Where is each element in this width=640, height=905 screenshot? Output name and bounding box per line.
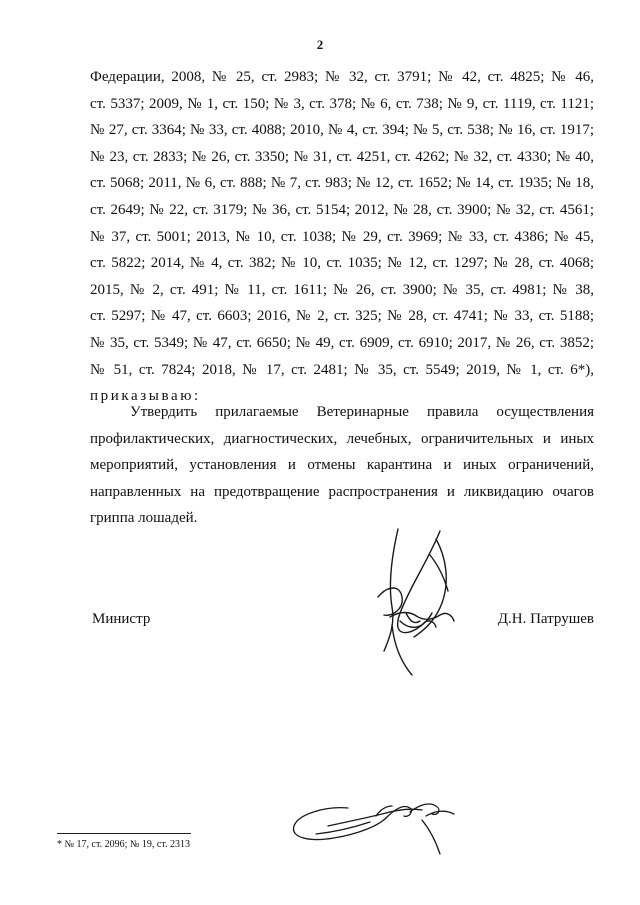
body-line: 2015, № 2, ст. 491; № 11, ст. 1611; № 26, ст. 3900; № 35, ст. 4981; № 38, bbox=[90, 281, 594, 298]
body-line: ст. 5297; № 47, ст. 6603; 2016, № 2, ст. 325; № 28, ст. 4741; № 33, ст. 5188; bbox=[90, 308, 594, 325]
body-line: № 37, ст. 5001; 2013, № 10, ст. 1038; № 29, ст. 3969; № 33, ст. 4386; № 45, bbox=[90, 228, 594, 245]
minister-signature bbox=[370, 525, 480, 680]
decree-line: мероприятий, установления и отмены карантина и иных ограничений, bbox=[90, 457, 594, 474]
body-line: ст. 2649; № 22, ст. 3179; № 36, ст. 5154; 2012, № 28, ст. 3900; № 32, ст. 4561; bbox=[90, 201, 594, 218]
body-line: Федерации, 2008, № 25, ст. 2983; № 32, ст. 3791; № 42, ст. 4825; № 46, bbox=[90, 69, 594, 85]
body-line: № 35, ст. 5349; № 47, ст. 6650; № 49, ст. 6909, ст. 6910; 2017, № 26, ст. 3852; bbox=[90, 334, 594, 351]
signatory-name: Д.Н. Патрушев bbox=[497, 611, 594, 627]
body-line: № 27, ст. 3364; № 33, ст. 4088; 2010, № 4, ст. 394; № 5, ст. 538; № 16, ст. 1917; bbox=[90, 122, 594, 139]
decree-line: профилактических, диагностических, лечебных, ограничительных и иных bbox=[90, 430, 594, 447]
footnote-divider bbox=[57, 833, 191, 834]
signatory-title: Министр bbox=[92, 611, 151, 627]
order-word: приказываю: bbox=[90, 388, 201, 405]
approval-signature bbox=[286, 792, 466, 860]
body-line: ст. 5822; 2014, № 4, ст. 382; № 10, ст. 1035; № 12, ст. 1297; № 28, ст. 4068; bbox=[90, 255, 594, 272]
body-line: ст. 5068; 2011, № 6, ст. 888; № 7, ст. 983; № 12, ст. 1652; № 14, ст. 1935; № 18, bbox=[90, 175, 594, 192]
decree-line: направленных на предотвращение распространения и ликвидацию очагов bbox=[90, 483, 594, 500]
page-number: 2 bbox=[316, 37, 324, 52]
decree-line: гриппа лошадей. bbox=[90, 510, 198, 527]
legal-references-paragraph bbox=[90, 64, 594, 410]
body-line: ст. 5337; 2009, № 1, ст. 150; № 3, ст. 378; № 6, ст. 738; № 9, ст. 1119, ст. 1121; bbox=[90, 95, 594, 112]
decree-paragraph bbox=[90, 399, 594, 532]
body-line: № 51, ст. 7824; 2018, № 17, ст. 2481; № 35, ст. 5549; 2019, № 1, ст. 6*), bbox=[90, 361, 594, 378]
body-line: № 23, ст. 2833; № 26, ст. 3350; № 31, ст. 4251, ст. 4262; № 32, ст. 4330; № 40, bbox=[90, 148, 594, 165]
decree-line: Утвердить прилагаемые Ветеринарные правила осуществления bbox=[130, 404, 594, 420]
footnote: * № 17, ст. 2096; № 19, ст. 2313 bbox=[57, 839, 190, 850]
